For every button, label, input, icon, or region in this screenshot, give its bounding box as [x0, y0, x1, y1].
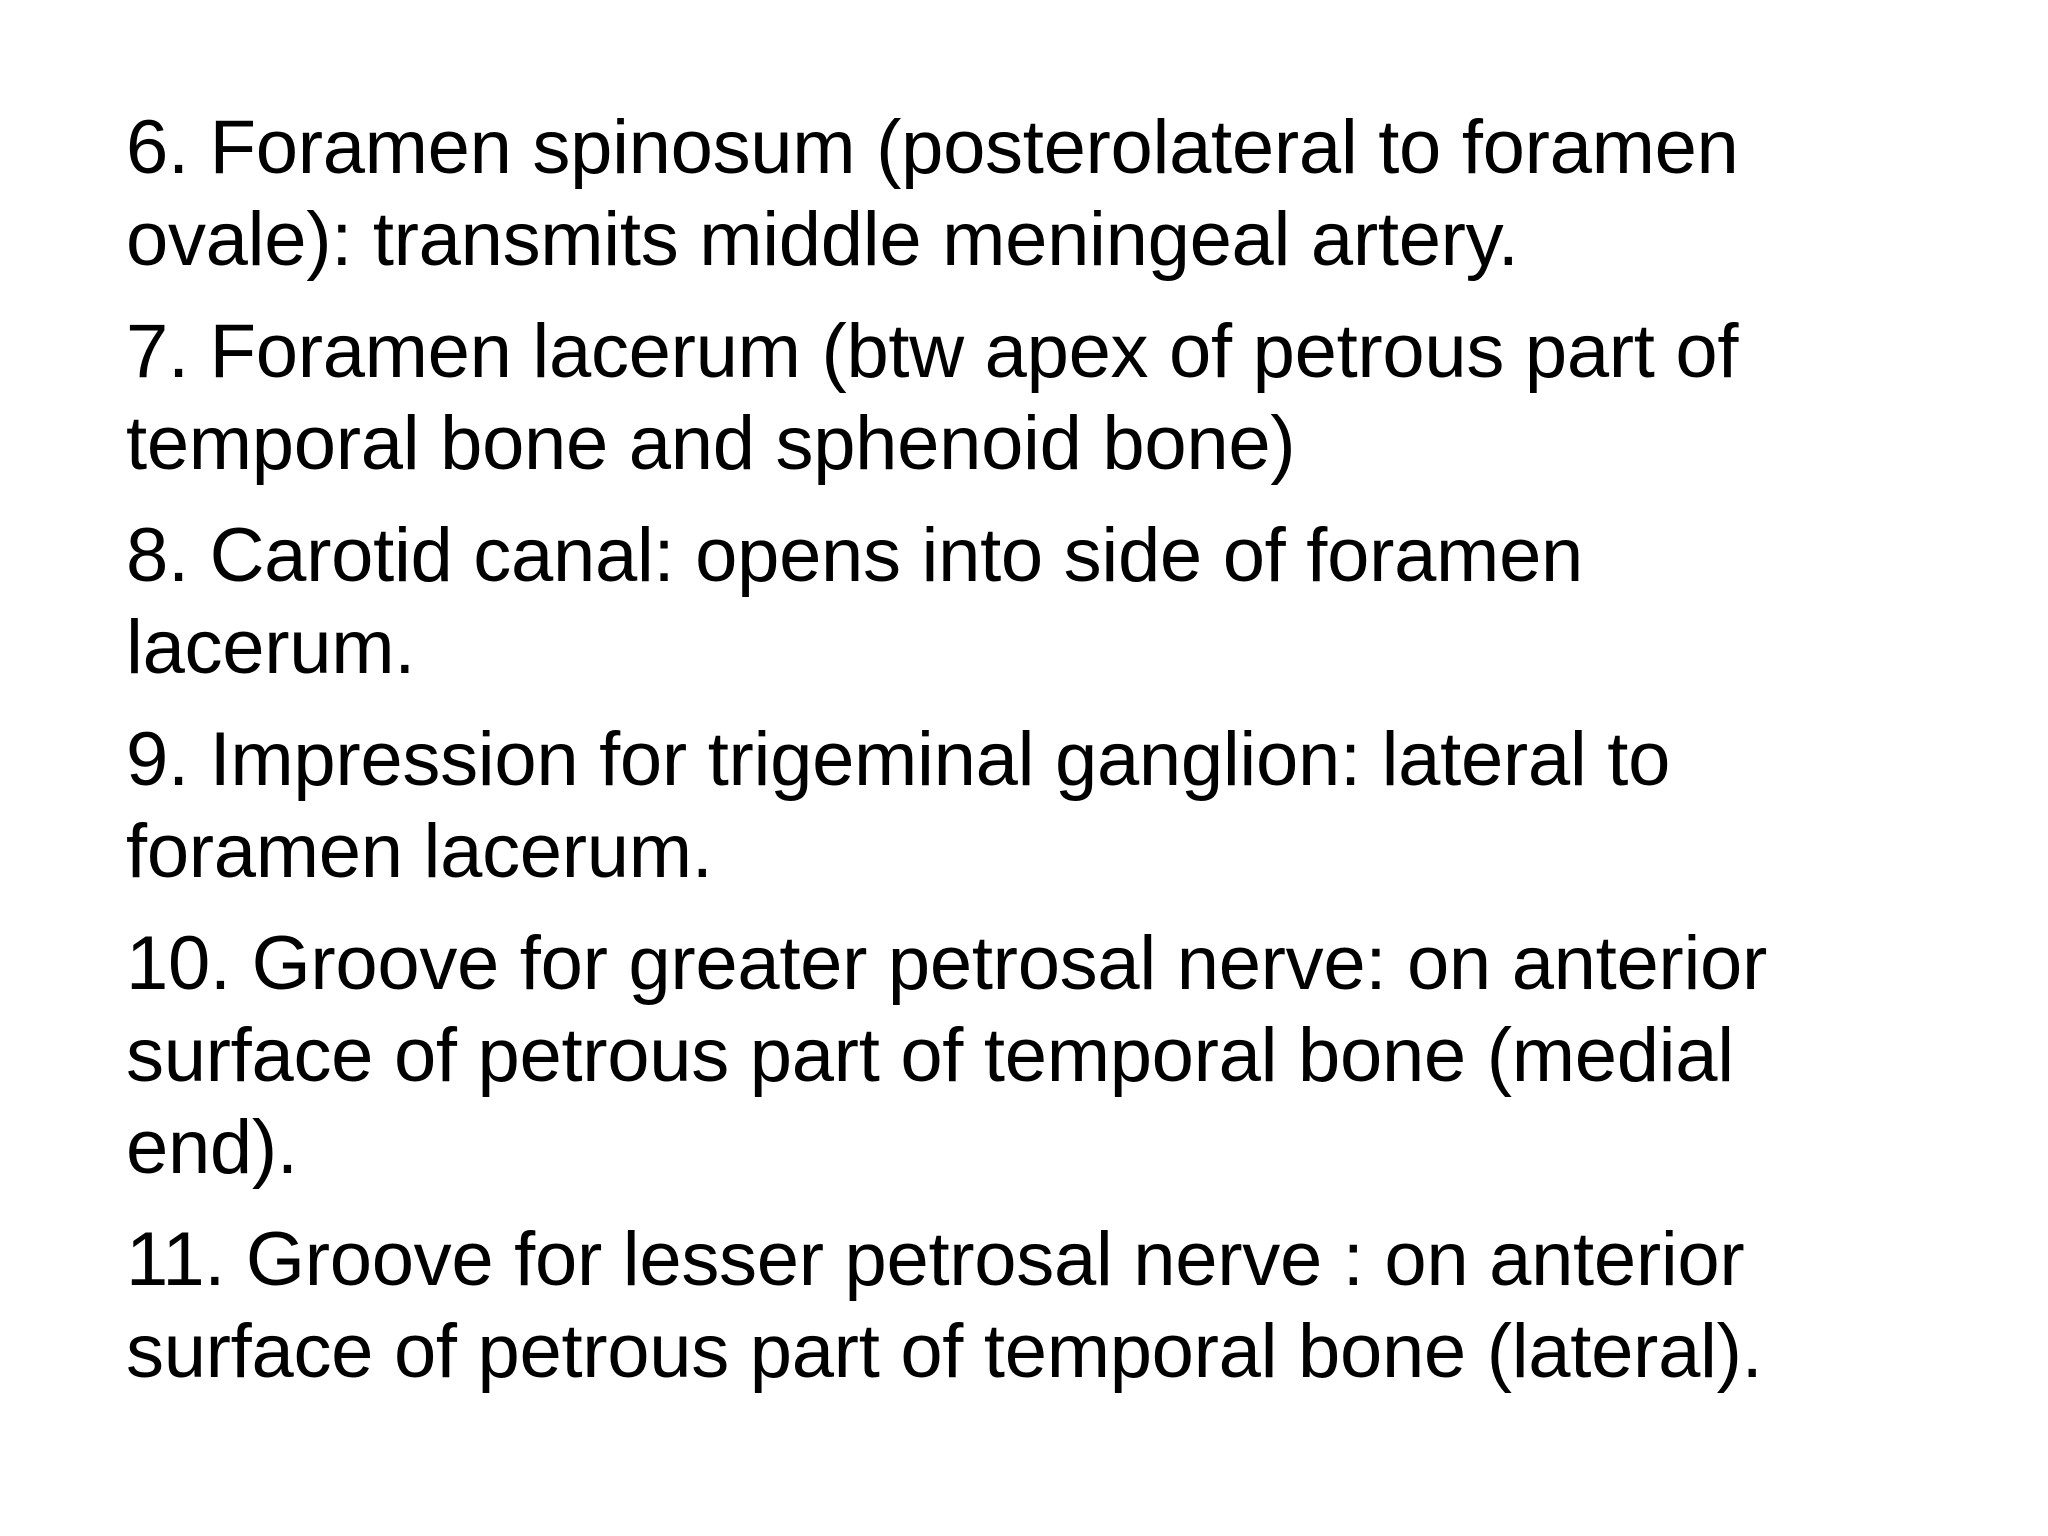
list-item-9: [126, 714, 1926, 898]
list-item-7: [126, 306, 1926, 490]
item-8-line-2: lacerum.: [126, 605, 416, 690]
list-item-8: [126, 510, 1926, 694]
list-item-11: [126, 1214, 1926, 1398]
item-10-line-3: end).: [126, 1105, 298, 1190]
item-10-line-1: 10. Groove for greater petrosal nerve: on anterior: [126, 921, 1768, 1006]
item-list: [126, 102, 1926, 1398]
item-7-line-2: temporal bone and sphenoid bone): [126, 401, 1296, 486]
item-6-line-1: 6. Foramen spinosum (posterolateral to foramen: [126, 105, 1739, 190]
item-9-line-2: foramen lacerum.: [126, 809, 713, 894]
item-6-line-2: ovale): transmits middle meningeal artery.: [126, 197, 1519, 282]
list-item-10: [126, 918, 1926, 1194]
item-8-line-1: 8. Carotid canal: opens into side of foramen: [126, 513, 1583, 598]
item-11-line-1: 11. Groove for lesser petrosal nerve : on anterior: [126, 1217, 1745, 1302]
list-item-6: [126, 102, 1926, 286]
item-10-line-2: surface of petrous part of temporal bone (medial: [126, 1013, 1734, 1098]
item-11-line-2: surface of petrous part of temporal bone (lateral).: [126, 1309, 1763, 1394]
item-7-line-1: 7. Foramen lacerum (btw apex of petrous part of: [126, 309, 1739, 394]
item-9-line-1: 9. Impression for trigeminal ganglion: lateral to: [126, 717, 1671, 802]
